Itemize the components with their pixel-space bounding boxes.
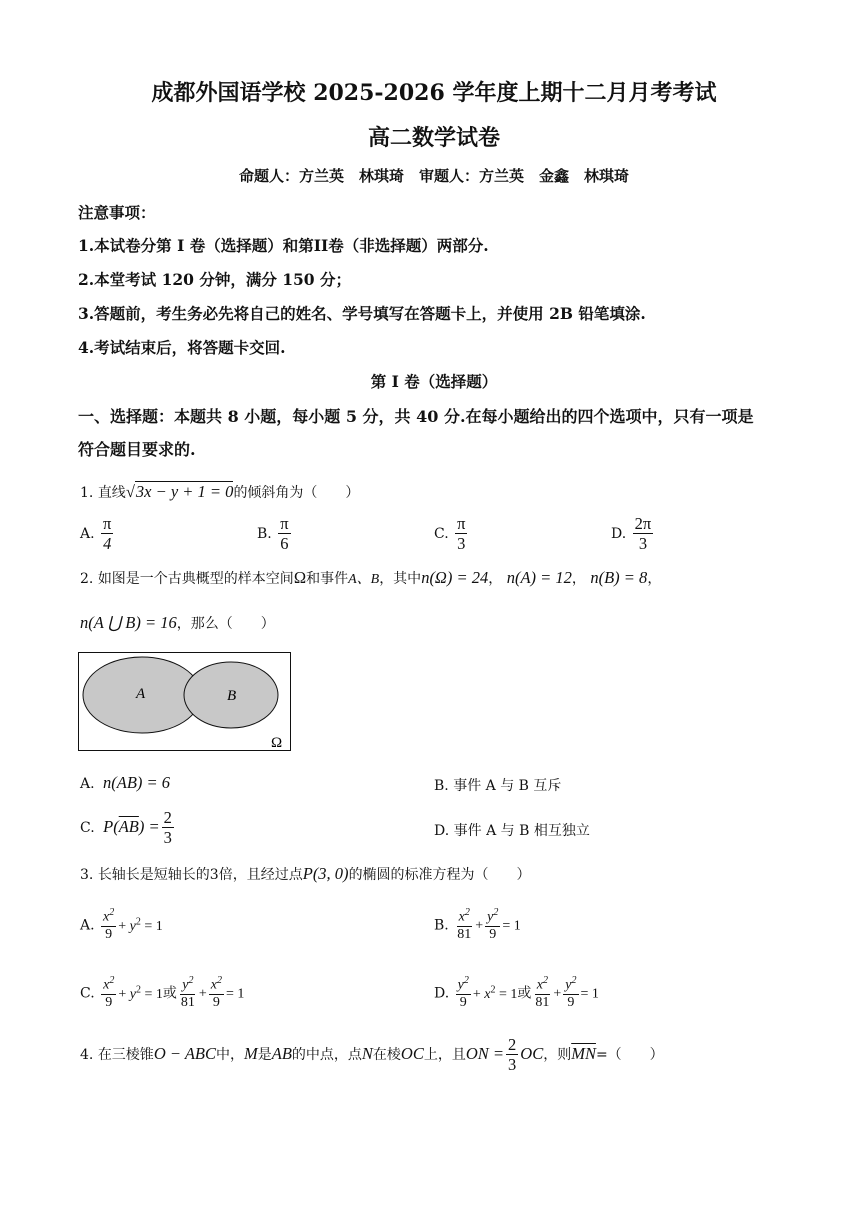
option-expression: $P(\overline{AB})$ = <box>103 816 160 836</box>
notes-heading: 注意事项： <box>78 203 156 222</box>
option-expression: n(AB) = 6 <box>103 773 171 792</box>
option-fraction: $\frac{\pi}{6}$ <box>280 514 289 554</box>
section-title: 第 I 卷（选择题） <box>370 372 498 391</box>
option-letter: A. <box>80 917 95 934</box>
option-c[interactable]: C. $\frac{x^2}{9}$ + $y^2 = 1$或 $\frac{y^2}{81}$ + $\frac{x^2}{9}$ = 1 <box>80 975 245 1011</box>
pyramid-label: O − ABC <box>153 1043 216 1063</box>
question-text: ，其中 <box>379 571 422 587</box>
note-item: 3.答题前，考生务必先将自己的姓名、学号填写在答题卡上，并使用 2B 铅笔填涂. <box>78 304 646 323</box>
option-b[interactable] <box>257 515 293 553</box>
option-fraction: $\frac{x^2}{81}$ <box>457 907 472 943</box>
question-text: 和事件 <box>306 571 349 587</box>
option-letter: A. <box>80 776 95 792</box>
n-a: n(A) = 12 <box>506 568 572 587</box>
option-fraction: $\frac{y^2}{9}$ <box>457 975 469 1011</box>
option-letter: D. <box>434 823 450 839</box>
note-item: 1.本试卷分第 I 卷（选择题）和第II卷（非选择题）两部分. <box>78 236 489 255</box>
note-item: 4.考试结束后，将答题卡交回. <box>78 338 286 357</box>
omega-symbol: Ω <box>293 568 307 587</box>
section-instructions-cont: 符合题目要求的. <box>78 440 196 459</box>
option-fraction: $\frac{y^2}{9}$ <box>565 975 577 1011</box>
venn-label-b: B <box>227 688 237 704</box>
question-number: 4. <box>80 1046 94 1063</box>
option-letter: C. <box>80 819 95 836</box>
option-text: 事件 A 与 B 互斥 <box>453 778 562 794</box>
option-text: 事件 A 与 B 相互独立 <box>453 823 590 839</box>
question-number: 2. <box>80 571 94 587</box>
question-4: 4. 在三棱锥O − ABC中，M是AB的中点，点N在棱OC上，且ON = $\frac{2}{3}$ OC，则$\overline{MN}=$（ ） <box>80 1035 664 1075</box>
option-c[interactable] <box>434 515 469 553</box>
question-text: 长轴长是短轴长的3倍，且经过点 <box>97 867 303 883</box>
option-a[interactable] <box>80 515 115 553</box>
option-fraction: $\frac{x^2}{9}$ <box>103 975 115 1011</box>
sqrt-sign: √ <box>125 482 135 501</box>
n-union: n(A ⋃ B) = 16 <box>80 613 177 632</box>
option-b[interactable] <box>434 775 561 795</box>
question-text: 在三棱锥 <box>97 1046 154 1063</box>
option-letter: A. <box>80 525 95 542</box>
line-equation: 3x − y + 1 = 0 <box>135 482 234 501</box>
question-text-tail: =（ ） <box>595 1046 664 1063</box>
option-letter: B. <box>257 525 272 542</box>
option-b[interactable]: B. $\frac{x^2}{81}$ + $\frac{y^2}{9}$ = 1 <box>434 907 521 943</box>
option-a[interactable] <box>80 773 170 793</box>
point-p: P(3, 0) <box>302 864 349 883</box>
question-1 <box>80 482 359 502</box>
option-fraction: $\frac{\pi}{3}$ <box>457 514 466 554</box>
section-instructions: 一、选择题：本题共 8 小题，每小题 5 分，共 40 分.在每小题给出的四个选项中，只有一项是 <box>78 407 754 426</box>
question-text: 直线 <box>97 485 126 501</box>
or-text: 或 <box>162 985 177 1002</box>
option-fraction: $\frac{\pi}{4}$ <box>103 514 112 554</box>
question-text: 如图是一个古典概型的样本空间 <box>97 571 294 587</box>
n-b: n(B) = 8 <box>590 568 648 587</box>
option-letter: D. <box>611 525 627 542</box>
n-omega: n(Ω) = 24 <box>421 568 489 587</box>
question-text-tail: 的椭圆的标准方程为（ ） <box>348 867 531 883</box>
option-letter: C. <box>80 985 95 1002</box>
option-fraction: $\frac{x^2}{9}$ <box>103 907 115 943</box>
option-d[interactable]: D. $\frac{y^2}{9}$ + $x^2 = 1$或 $\frac{x^2}{81}$ + $\frac{y^2}{9}$ = 1 <box>434 975 599 1011</box>
events-label: A、B <box>348 572 380 587</box>
or-text: 或 <box>517 985 532 1002</box>
option-letter: C. <box>434 525 449 542</box>
question-number: 1. <box>80 485 94 501</box>
option-letter: B. <box>434 778 449 794</box>
fraction: $\frac{2}{3}$ <box>508 1035 517 1075</box>
option-fraction: $\frac{y^2}{9}$ <box>487 907 499 943</box>
question-2: 2. 如图是一个古典概型的样本空间Ω和事件A、B，其中n(Ω) = 24， n(A) = 12， n(B) = 8， <box>80 568 662 587</box>
option-fraction: $\frac{y^2}{81}$ <box>180 975 195 1011</box>
vector-mn: $\overline{MN}$ <box>571 1043 596 1063</box>
question-3 <box>80 864 531 884</box>
question-text-tail: 的倾斜角为（ ） <box>233 485 360 501</box>
exam-subtitle: 高二数学试卷 <box>367 125 500 151</box>
option-letter: B. <box>434 917 449 934</box>
note-item: 2.本堂考试 120 分钟，满分 150 分； <box>78 270 351 289</box>
exam-title: 成都外国语学校 2025-2026 学年度上期十二月月考考试 <box>151 80 717 106</box>
option-fraction: $\frac{2}{3}$ <box>163 808 172 848</box>
option-a[interactable]: A. $\frac{x^2}{9}$ + $y^2 = 1$ <box>80 907 163 943</box>
option-fraction: $\frac{x^2}{9}$ <box>210 975 222 1011</box>
authors-line: 命题人：方兰英 林琪琦 审题人：方兰英 金鑫 林琪琦 <box>238 167 629 185</box>
option-fraction: $\frac{x^2}{81}$ <box>535 975 550 1011</box>
option-c[interactable] <box>80 809 176 847</box>
venn-label-a: A <box>136 686 146 702</box>
option-letter: D. <box>434 985 450 1002</box>
option-fraction: $\frac{2\pi}{3}$ <box>634 514 652 554</box>
venn-label-omega: Ω <box>271 735 283 751</box>
question-text-tail: ，那么（ ） <box>176 616 275 632</box>
venn-diagram <box>78 652 291 751</box>
option-d[interactable] <box>611 515 655 553</box>
option-d[interactable] <box>434 820 590 840</box>
question-2-cont <box>80 613 275 633</box>
question-number: 3. <box>80 867 94 883</box>
